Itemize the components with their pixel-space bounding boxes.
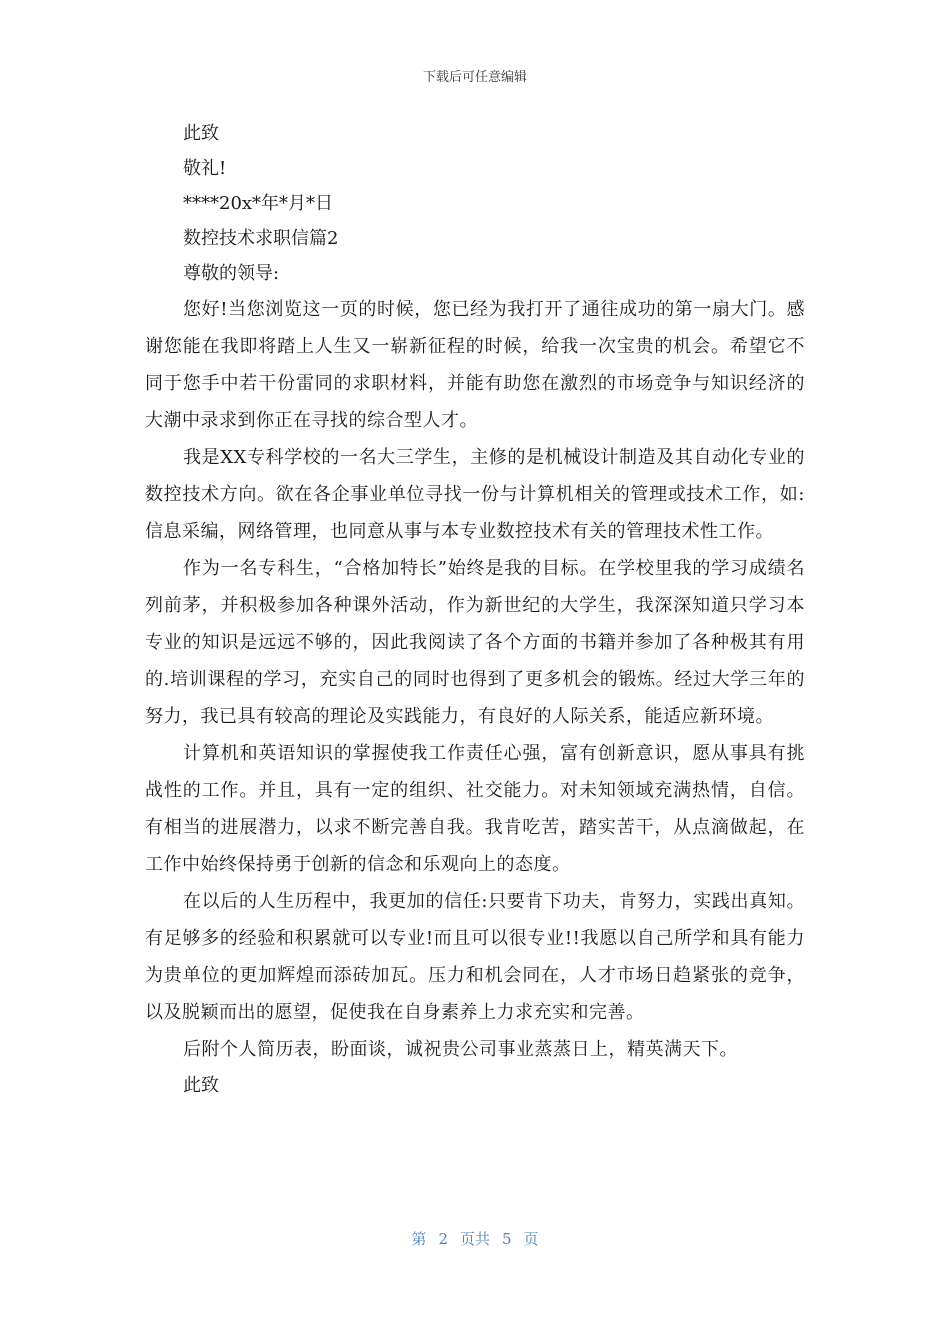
total-pages-number: 5 [502, 1230, 512, 1248]
closing-text: 此致 [183, 123, 219, 144]
current-page-number: 2 [438, 1230, 448, 1248]
paragraph-4: 计算机和英语知识的掌握使我工作责任心强，富有创新意识，愿从事具有挑战性的工作。并且，具有一定的组织、社交能力。对未知领域充满热情，自信。有相当的进展潜力，以求不断完善自我。我肯吃苦，踏实苦干，从点滴做起，在工作中始终保持勇于创新的信念和乐观向上的态度。 [145, 743, 805, 875]
page-label-suffix: 页 [523, 1230, 539, 1248]
closing-text-2: 此致 [183, 1075, 219, 1096]
page-footer [0, 1228, 950, 1249]
paragraph-5: 在以后的人生历程中，我更加的信任:只要肯下功夫，肯努力，实践出真知。有足够多的经验和积累就可以专业!而且可以很专业!!我愿以自己所学和具有能力为贵单位的更加辉煌而添砖加瓦。压力和机会同在，人才市场日趋紧张的竞争，以及脱颖而出的愿望，促使我在自身素养上力求充实和完善。 [145, 891, 805, 1023]
page-label-prefix: 第 [411, 1230, 427, 1248]
letter-body [145, 116, 805, 1103]
paragraph-3: 作为一名专科生，“合格加特长”始终是我的目标。在学校里我的学习成绩名列前茅，并积极参加各种课外活动，作为新世纪的大学生，我深深知道只学习本专业的知识是远远不够的，因此我阅读了各个方面的书籍并参加了各种极其有用的.培训课程的学习，充实自己的同时也得到了更多机会的锻炼。经过大学三年的努力，我已具有较高的理论及实践能力，有良好的人际关系，能适应新环境。 [145, 558, 805, 727]
section-title: 数控技术求职信篇2 [183, 228, 339, 249]
date-text: ****20x*年*月*日 [183, 193, 334, 214]
greeting-text: 尊敬的领导: [183, 263, 280, 284]
page-label-mid: 页共 [459, 1230, 490, 1248]
paragraph-6: 后附个人简历表，盼面谈，诚祝贵公司事业蒸蒸日上，精英满天下。 [183, 1039, 738, 1060]
paragraph-2: 我是XX专科学校的一名大三学生，主修的是机械设计制造及其自动化专业的数控技术方向。欲在各企事业单位寻找一份与计算机相关的管理或技术工作，如:信息采编，网络管理，也同意从事与本专业数控技术有关的管理技术性工作。 [145, 447, 805, 542]
header-note: 下载后可任意编辑 [422, 70, 527, 85]
salutation-text: 敬礼! [183, 158, 227, 179]
paragraph-1: 您好!当您浏览这一页的时候，您已经为我打开了通往成功的第一扇大门。感谢您能在我即将踏上人生又一崭新征程的时候，给我一次宝贵的机会。希望它不同于您手中若干份雷同的求职材料，并能有助您在激烈的市场竞争与知识经济的大潮中录求到你正在寻找的综合型人才。 [145, 299, 805, 431]
